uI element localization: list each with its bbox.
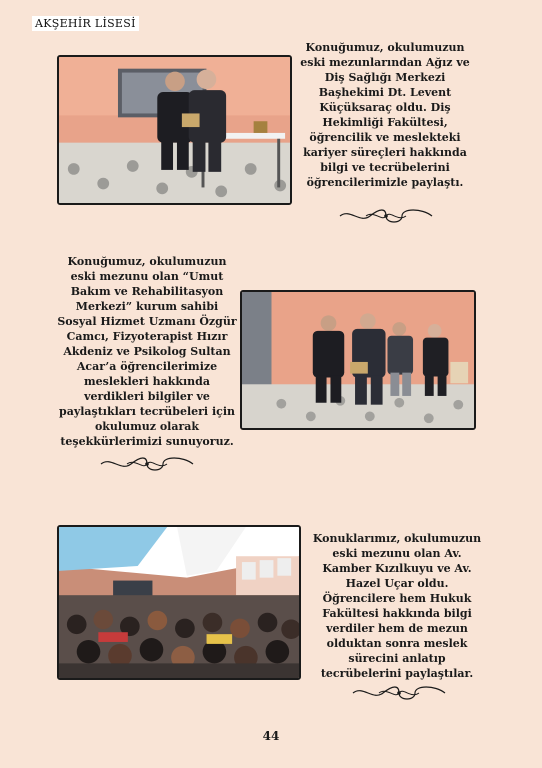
decorative-flourish-icon: [338, 206, 434, 226]
school-header: AKŞEHİR LİSESİ: [32, 16, 139, 31]
section-1-text: Konuğumuz, okulumuzun eski mezunlarından Ağız ve Diş Sağlığı Merkezi Başhekimi Dt. Levent Küçüksaraç oldu. Diş Hekimliği Fakültesi, öğrencilik ve meslekteki kariyer süreçleri hakkında bilgi ve tecrübelerini öğrencilerimizle paylaştı.: [300, 41, 470, 189]
page-number: 44: [262, 729, 280, 743]
section-3-text: Konuklarımız, okulumuzun eski mezunu olan Av. Kamber Kızılkuyu ve Av. Hazel Uçar oldu. Öğrencilere hem Hukuk Fakültesi hakkında bilgi verdiler hem de mezun olduktan sonra meslek sürecini anlatıp tecrübelerini paylaştılar.: [312, 532, 482, 680]
decorative-flourish-icon: [351, 683, 447, 703]
photo-law-seminar: [57, 525, 301, 680]
photo-rehabilitation-guests: [240, 290, 476, 430]
section-2-text: Konuğumuz, okulumuzun eski mezunu olan “Umut Bakım ve Rehabilitasyon Merkezi” kurum sahibi Sosyal Hizmet Uzmanı Özgür Camcı, Fizyoterapist Hızır Akdeniz ve Psikolog Sultan Acar’a öğrencilerimize meslekleri hakkında verdikleri bilgiler ve paylaştıkları tecrübeleri için okulumuz olarak teşekkürlerimizi sunuyoruz.: [57, 255, 237, 448]
photo-guest-dentist: [57, 55, 292, 205]
decorative-flourish-icon: [99, 454, 195, 474]
